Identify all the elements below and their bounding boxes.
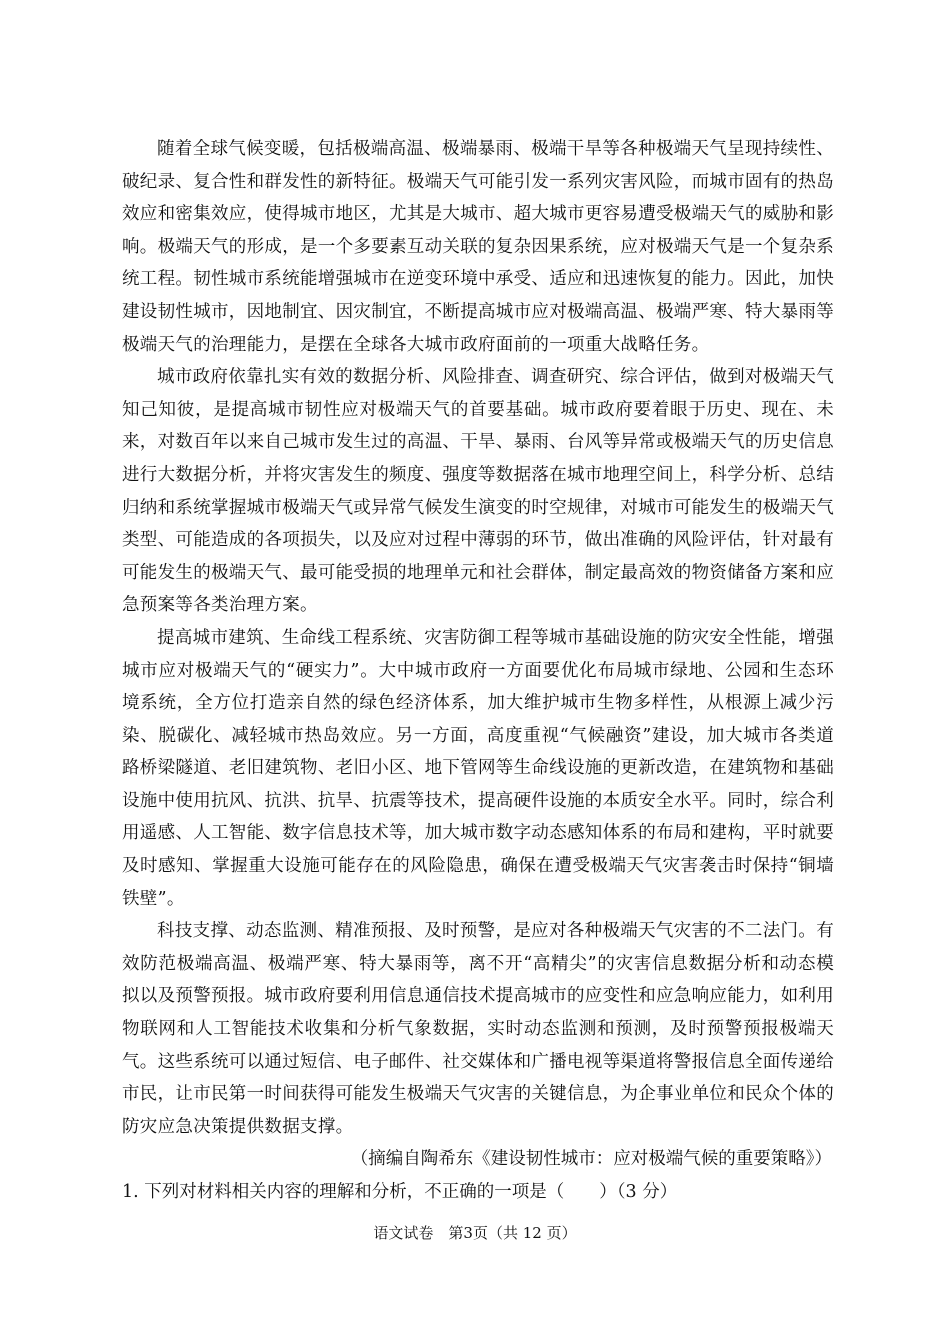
article-paragraph-4: 科技支撑、动态监测、精准预报、及时预警，是应对各种极端天气灾害的不二法门。有效防范极端高温、极端严寒、特大暴雨等，离不开“高精尖”的灾害信息数据分析和动态模拟以及预警预报。城市政府要利用信息通信技术提高城市的应变性和应急响应能力，如利用物联网和人工智能技术收集和分析气象数据，实时动态监测和预测，及时预警预报极端天气。这些系统可以通过短信、电子邮件、社交媒体和广播电视等渠道将警报信息全面传递给市民，让市民第一时间获得可能发生极端天气灾害的关键信息，为企事业单位和民众个体的防灾应急决策提供数据支撑。 bbox=[122, 921, 834, 1137]
article-body bbox=[122, 133, 834, 1209]
article-paragraph-1: 随着全球气候变暖，包括极端高温、极端暴雨、极端干旱等各种极端天气呈现持续性、破纪录、复合性和群发性的新特征。极端天气可能引发一系列灾害风险，而城市固有的热岛效应和密集效应，使得城市地区，尤其是大城市、超大城市更容易遭受极端天气的威胁和影响。极端天气的形成，是一个多要素互动关联的复杂因果系统，应对极端天气是一个复杂系统工程。韧性城市系统能增强城市在逆变环境中承受、适应和迅速恢复的能力。因此，加快建设韧性城市，因地制宜、因灾制宜，不断提高城市应对极端高温、极端严寒、特大暴雨等极端天气的治理能力，是摆在全球各大城市政府面前的一项重大战略任务。 bbox=[122, 139, 834, 355]
article-paragraph-2: 城市政府依靠扎实有效的数据分析、风险排查、调查研究、综合评估，做到对极端天气知己知彼，是提高城市韧性应对极端天气的首要基础。城市政府要着眼于历史、现在、未来，对数百年以来自己城市发生过的高温、干旱、暴雨、台风等异常或极端天气的历史信息进行大数据分析，并将灾害发生的频度、强度等数据落在城市地理空间上，科学分析、总结归纳和系统掌握城市极端天气或异常气候发生演变的时空规律，对城市可能发生的极端天气类型、可能造成的各项损失，以及应对过程中薄弱的环节，做出准确的风险评估，针对最有可能发生的极端天气、最可能受损的地理单元和社会群体，制定最高效的物资储备方案和应急预案等各类治理方案。 bbox=[122, 367, 834, 616]
question-1: 1. 下列对材料相关内容的理解和分析，不正确的一项是（ ）（3 分） bbox=[122, 1182, 678, 1202]
article-paragraph-3: 提高城市建筑、生命线工程系统、灾害防御工程等城市基础设施的防灾安全性能，增强城市应对极端天气的“硬实力”。大中城市政府一方面要优化布局城市绿地、公园和生态环境系统，全方位打造亲自然的绿色经济体系，加大维护城市生物多样性，从根源上减少污染、脱碳化、减轻城市热岛效应。另一方面，高度重视“气候融资”建设，加大城市各类道路桥梁隧道、老旧建筑物、老旧小区、地下管网等生命线设施的更新改造，在建筑物和基础设施中使用抗风、抗洪、抗旱、抗震等技术，提高硬件设施的本质安全水平。同时，综合利用遥感、人工智能、数字信息技术等，加大城市数字动态感知体系的布局和建构，平时就要及时感知、掌握重大设施可能存在的风险隐患，确保在遭受极端天气灾害袭击时保持“铜墙铁壁”。 bbox=[122, 627, 834, 909]
page-footer: 语文试卷 第3页（共 12 页） bbox=[373, 1224, 577, 1242]
article-source: （摘编自陶希东《建设韧性城市：应对极端气候的重要策略》） bbox=[350, 1149, 832, 1170]
